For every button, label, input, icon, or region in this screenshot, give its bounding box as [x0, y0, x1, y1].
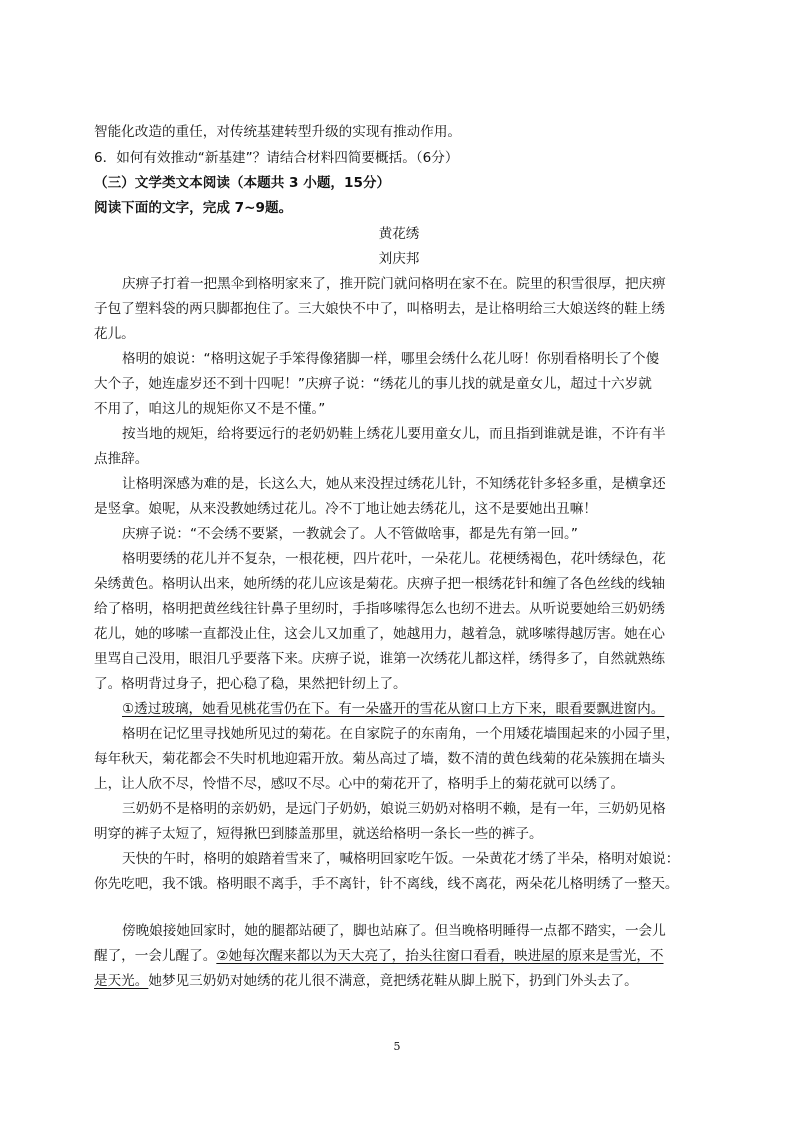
underlined-sentence-2: ②她每次醒来都以为天大亮了，抬头往窗口看看，映进屋的原来是雪光，不 [216, 948, 664, 964]
underlined-sentence-1: ①透过玻璃，她看见桃花雪仍在下。有一朵盛开的雪花从窗口上方下来，眼看要飘进窗内。 [122, 701, 665, 717]
question-6: 6．如何有效推动“新基建”？请结合材料四简要概括。（6分） [94, 150, 459, 166]
paragraph-line: 子包了塑料袋的两只脚都抱住了。三大娘快不中了，叫格明去，是让格明给三大娘送终的鞋上绣 [94, 301, 665, 317]
paragraph-line: 你先吃吧，我不饿。格明眼不离手，手不离针，针不离线，线不离花，两朵花儿格明绣了一整天。 [94, 876, 679, 892]
paragraph-line: 朵绣黄色。格明认出来，她所绣的花儿应该是菊花。庆痹子把一根绣花针和缠了各色丝线的线轴 [94, 576, 665, 592]
paragraph-line: 给了格明，格明把黄丝线往针鼻子里纫时，手指哆嗦得怎么也纫不进去。从听说要她给三奶奶绣 [94, 601, 665, 617]
paragraph-line: 上，让人欣不尽，怜惜不尽，感叹不尽。心中的菊花开了，格明手上的菊花就可以绣了。 [94, 776, 625, 792]
story-title: 黄花绣 [378, 226, 420, 242]
paragraph-line: 格明在记忆里寻找她所见过的菊花。在自家院子的东南角，一个用矮花墙围起来的小园子里， [122, 726, 680, 742]
paragraph-line: 点推辞。 [94, 451, 149, 467]
story-author: 刘庆邦 [378, 251, 420, 267]
paragraph-line: 不用了，咱这儿的规矩你又不是不懂。” [94, 401, 326, 417]
paragraph-line: 格明的娘说：“格明这妮子手笨得像猪脚一样，哪里会绣什么花儿呀！你别看格明长了个傻 [122, 351, 660, 367]
paragraph-line: 花儿。 [94, 326, 135, 342]
paragraph-line: 庆痹子打着一把黑伞到格明家来了，推开院门就问格明在家不在。院里的积雪很厚，把庆痹 [122, 276, 666, 292]
paragraph-line: 傍晚娘接她回家时，她的腿都站硬了，脚也站麻了。但当晚格明睡得一点都不踏实，一会儿 [122, 923, 666, 939]
paragraph-line: 按当地的规矩，给将要远行的老奶奶鞋上绣花儿要用童女儿，而且指到谁就是谁，不许有半 [122, 426, 666, 442]
paragraph-line: 大个子，她连虚岁还不到十四呢！”庆痹子说：“绣花儿的事儿找的就是童女儿，超过十六岁就 [94, 376, 652, 392]
section-header: （三）文学类文本阅读（本题共 3 小题，15分） [94, 175, 391, 191]
paragraph-line: 明穿的裤子太短了，短得揪巴到膝盖那里，就送给格明一条长一些的裤子。 [94, 826, 543, 842]
paragraph-line: 三奶奶不是格明的亲奶奶，是远门子奶奶，娘说三奶奶对格明不赖，是有一年，三奶奶见格 [122, 801, 666, 817]
underlined-sentence-2-end: 是天光。 [94, 973, 149, 989]
paragraph-line: 天快的午时，格明的娘踏着雪来了，喊格明回家吃午饭。一朵黄花才绣了半朵，格明对娘说： [122, 851, 680, 867]
paragraph-line: 每年秋天，菊花都会不失时机地迎霜开放。菊丛高过了墙，数不清的黄色线菊的花朵簇拥在墙头 [94, 751, 665, 767]
page-number: 5 [393, 1040, 401, 1053]
paragraph-line [94, 944, 704, 968]
paragraph-line: 格明要绣的花儿并不复杂，一根花梗，四片花叶，一朵花儿。花梗绣褐色，花叶绣绿色，花 [122, 551, 666, 567]
paragraph-line: 里骂自己没用，眼泪几乎要落下来。庆痹子说，谁第一次绣花儿都这样，绣得多了，自然就熟练 [94, 651, 665, 667]
text-run: 她梦见三奶奶对她绣的花儿很不满意，竟把绣花鞋从脚上脱下，扔到门外头去了。 [148, 973, 638, 989]
text-line: 智能化改造的重任，对传统基建转型升级的实现有推动作用。 [94, 124, 462, 140]
paragraph-line: 花儿，她的哆嗦一直都没止住，这会儿又加重了，她越用力，越着急，就哆嗦得越厉害。她在心 [94, 626, 665, 642]
paragraph-line: 庆痹子说：“不会绣不要紧，一教就会了。人不管做啥事，都是先有第一回。” [122, 526, 578, 542]
paragraph-line: 让格明深感为难的是，长这么大，她从来没捏过绣花儿针，不知绣花针多轻多重，是横拿还 [122, 476, 666, 492]
paragraph-line: 是竖拿。娘呢，从来没教她绣过花儿。冷不丁地让她去绣花儿，这不是要她出丑嘛！ [94, 501, 597, 517]
paragraph-line: 了。格明背过身子，把心稳了稳，果然把针纫上了。 [94, 676, 407, 692]
reading-instruction: 阅读下面的文字，完成 7~9题。 [94, 200, 293, 216]
text-run: 醒了，一会儿醒了。 [94, 948, 217, 964]
paragraph-line [94, 969, 704, 993]
